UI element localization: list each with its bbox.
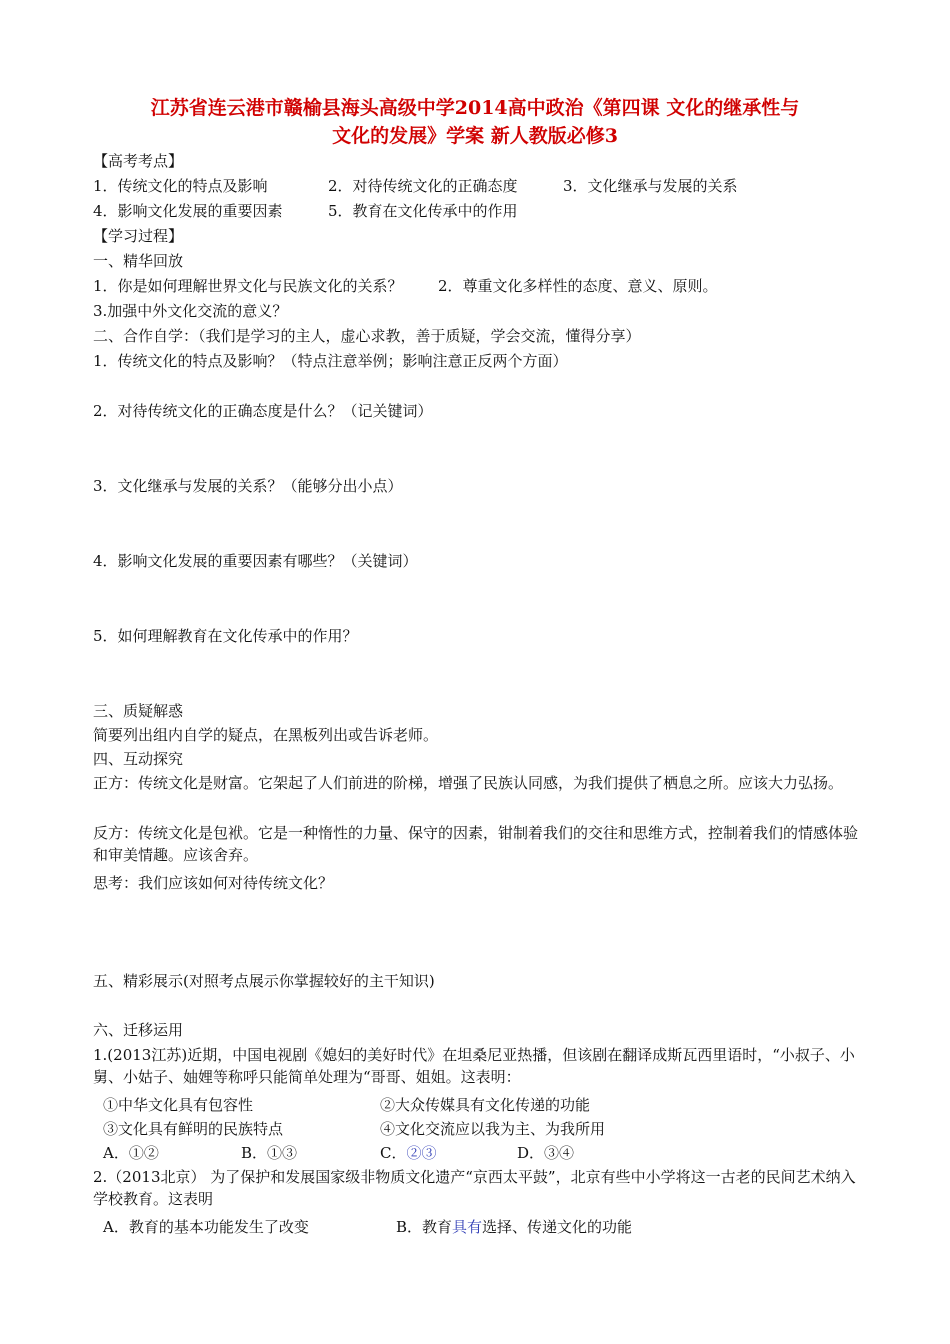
question-2-choice-b-suffix: 选择、传递文化的功能 [482,1218,633,1236]
section-2-q1: 1．传统文化的特点及影响？（特点注意举例；影响注意正反两个方面） [93,352,568,370]
section-2-title: 二、合作自学：（我们是学习的主人，虚心求教，善于质疑，学会交流，懂得分享） [93,327,641,345]
question-1-choice-b: B．①③ [241,1144,298,1162]
document-title [80,94,870,150]
question-2-choice-b-highlight: 具有 [452,1218,483,1236]
kaodian-item-3: 3．文化继承与发展的关系 [563,177,738,195]
question-2-stem: 2.（2013北京） 为了保护和发展国家级非物质文化遗产“京西太平鼓”，北京有些中小学将这一古老的民间艺术纳入学校教育。这表明 [93,1168,856,1208]
section-4-think: 思考：我们应该如何对待传统文化？ [93,874,334,892]
section-1-q1: 1．你是如何理解世界文化与民族文化的关系？ [93,277,403,295]
question-1-choice-c-prefix: C． [380,1144,407,1162]
kaodian-item-4: 4．影响文化发展的重要因素 [93,202,283,220]
kaodian-item-5: 5．教育在文化传承中的作用 [328,202,518,220]
section-2-q5: 5．如何理解教育在文化传承中的作用？ [93,627,358,645]
question-2-choice-b-prefix: B．教育 [396,1218,453,1236]
question-1-choice-c-value: ②③ [406,1144,437,1162]
section-3-text: 简要列出组内自学的疑点，在黑板列出或告诉老师。 [93,726,439,744]
section-2-q4: 4．影响文化发展的重要因素有哪些？（关键词） [93,552,418,570]
kaodian-item-1: 1．传统文化的特点及影响 [93,177,268,195]
question-2-choice-b [396,1216,632,1238]
section-5-title: 五、精彩展示(对照考点展示你掌握较好的主干知识) [93,972,435,990]
section-6-title: 六、迁移运用 [93,1021,184,1039]
question-1-choice-d: D．③④ [517,1144,575,1162]
title-line-1: 江苏省连云港市赣榆县海头高级中学2014高中政治《第四课 文化的继承性与 [150,97,800,119]
section-1-q3: 3.加强中外文化交流的意义？ [93,302,288,320]
section-2-q2: 2．对待传统文化的正确态度是什么？（记关键词） [93,402,433,420]
question-1-option-4: ④文化交流应以我为主、为我所用 [380,1120,606,1138]
question-1-option-2: ②大众传媒具有文化传递的功能 [380,1096,591,1114]
section-1-title: 一、精华回放 [93,252,184,270]
section-2-q3: 3．文化继承与发展的关系？（能够分出小点） [93,477,403,495]
process-heading: 【学习过程】 [93,227,184,245]
question-1-choice-c [380,1142,437,1164]
question-1-stem: 1.(2013江苏)近期，中国电视剧《媳妇的美好时代》在坦桑尼亚热播，但该剧在翻译成斯瓦西里语时，“小叔子、小舅、小姑子、妯娌等称呼只能简单处理为“哥哥、姐姐。这表明： [93,1046,855,1086]
question-1-option-3: ③文化具有鲜明的民族特点 [103,1120,284,1138]
question-2-choice-a: A．教育的基本功能发生了改变 [103,1218,309,1236]
section-4-fan: 反方：传统文化是包袱。它是一种惰性的力量、保守的因素，钳制着我们的交往和思维方式，控制着我们的情感体验和审美情趣。应该舍弃。 [93,824,859,864]
section-4-title: 四、互动探究 [93,750,184,768]
section-4-zheng: 正方：传统文化是财富。它架起了人们前进的阶梯，增强了民族认同感，为我们提供了栖息之所。应该大力弘扬。 [93,774,844,792]
question-1-option-1: ①中华文化具有包容性 [103,1096,254,1114]
question-1-choice-a: A．①② [103,1144,159,1162]
section-1-q2: 2．尊重文化多样性的态度、意义、原则。 [438,277,718,295]
kaodian-item-2: 2．对待传统文化的正确态度 [328,177,518,195]
kaodian-heading: 【高考考点】 [93,152,184,170]
section-3-title: 三、质疑解惑 [93,702,184,720]
title-line-2: 文化的发展》学案 新人教版必修3 [332,125,618,147]
